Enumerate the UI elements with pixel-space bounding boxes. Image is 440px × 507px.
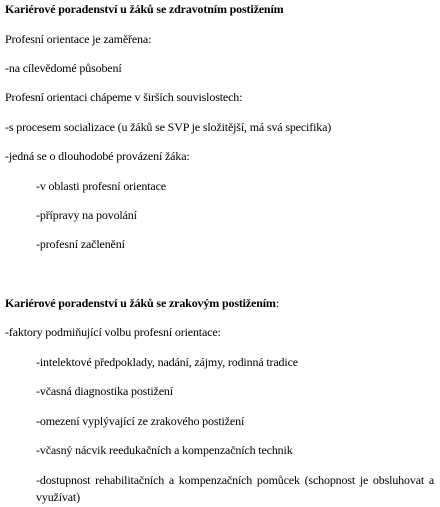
list-item: -jedná se o dlouhodobé provázení žáka: xyxy=(5,149,190,163)
section-heading-visual-text: Kariérové poradenství u žáků se zrakovým postižením xyxy=(5,296,276,310)
sublist-item: -přípravy na povolání xyxy=(36,208,137,222)
sublist-item: -dostupnost rehabilitačních a kompenzačních pomůcek (schopnost je obsluhovat a využívat) xyxy=(36,473,434,504)
paragraph-line: Profesní orientaci chápeme v širších souvislostech: xyxy=(5,90,243,104)
sublist-item: -intelektové předpoklady, nadání, zájmy, rodinná tradice xyxy=(36,355,298,369)
sublist-item: -profesní začlenění xyxy=(36,237,125,251)
paragraph-line: Profesní orientace je zaměřena: xyxy=(5,32,152,46)
sublist-item: -včasný nácvik reedukačních a kompenzačních technik xyxy=(36,443,293,457)
section-heading-health: Kariérové poradenství u žáků se zdravotním postižením xyxy=(5,2,284,16)
list-item: -na cílevědomé působení xyxy=(5,61,122,75)
list-item: -faktory podmiňující volbu profesní orientace: xyxy=(5,325,221,339)
sublist-item: -omezení vyplývající ze zrakového postižení xyxy=(36,414,245,428)
list-item: -s procesem socializace (u žáků se SVP je složitější, má svá specifika) xyxy=(5,120,332,134)
sublist-item: -včasná diagnostika postižení xyxy=(36,384,173,398)
section-heading-suffix: : xyxy=(275,296,279,310)
section-heading-visual xyxy=(5,296,279,310)
sublist-item: -v oblasti profesní orientace xyxy=(36,179,166,193)
